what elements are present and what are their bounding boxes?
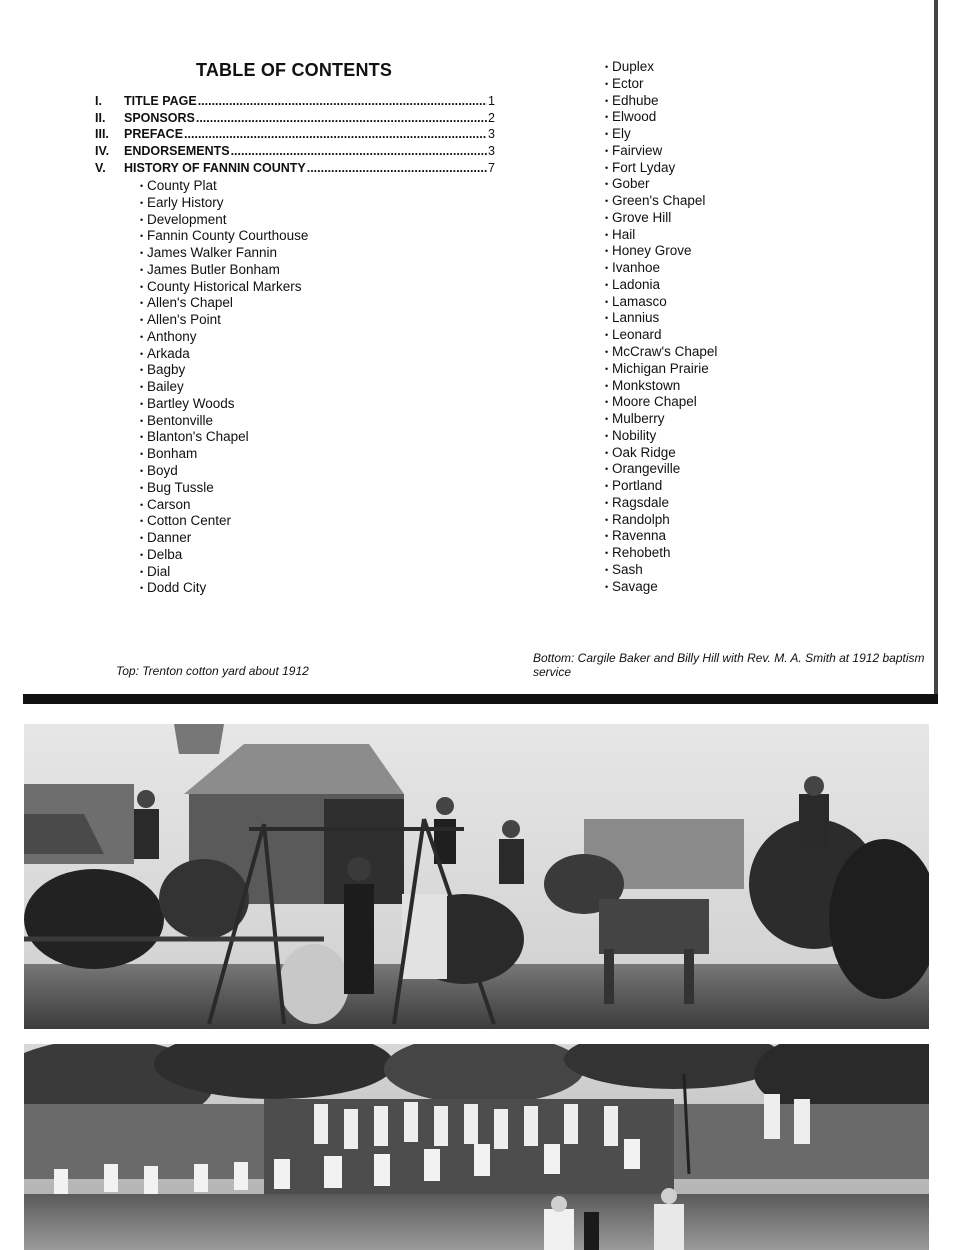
toc-sublist-left bbox=[140, 178, 308, 597]
bullet-icon: • bbox=[605, 430, 609, 441]
bullet-icon: • bbox=[605, 581, 609, 592]
toc-leader-dots bbox=[196, 111, 487, 125]
toc-subentry-label: Randolph bbox=[612, 511, 670, 527]
toc-subentry[interactable] bbox=[605, 59, 717, 76]
toc-subentry-label: Arkada bbox=[147, 345, 190, 361]
bullet-icon: • bbox=[605, 95, 609, 106]
toc-subentry-label: Bonham bbox=[147, 446, 198, 462]
bullet-icon: • bbox=[605, 62, 609, 72]
toc-subentry-label: Savage bbox=[612, 578, 658, 594]
page-margin bbox=[938, 0, 963, 1250]
bullet-icon: • bbox=[140, 315, 144, 326]
toc-entry-number: I. bbox=[95, 94, 102, 108]
toc-subentry-label: Nobility bbox=[612, 427, 657, 443]
bullet-icon: • bbox=[140, 549, 144, 560]
bullet-icon: • bbox=[605, 363, 609, 374]
toc-subentry-label: Honey Grove bbox=[612, 243, 692, 259]
toc-entry-title-page[interactable] bbox=[95, 94, 495, 111]
bullet-icon: • bbox=[605, 514, 609, 525]
bullet-icon: • bbox=[140, 231, 144, 242]
toc-entry-label: PREFACE bbox=[124, 127, 184, 142]
toc-subentry-label: Bug Tussle bbox=[147, 479, 214, 495]
toc-subentry-label: Grove Hill bbox=[612, 209, 672, 225]
toc-subentry-label: Ely bbox=[612, 126, 631, 142]
toc-subentry[interactable] bbox=[140, 312, 308, 329]
bullet-icon: • bbox=[605, 497, 609, 508]
toc-subentry[interactable] bbox=[605, 361, 717, 378]
bullet-icon: • bbox=[140, 264, 144, 275]
bullet-icon: • bbox=[605, 548, 609, 559]
toc-subentry-label: Anthony bbox=[147, 328, 197, 344]
bullet-icon: • bbox=[605, 447, 609, 458]
toc-entry-endorsements[interactable] bbox=[95, 144, 495, 161]
bullet-icon: • bbox=[605, 347, 609, 358]
toc-entry-history[interactable] bbox=[95, 161, 495, 178]
toc-entry-label: SPONSORS bbox=[124, 110, 195, 125]
toc-subentry[interactable] bbox=[140, 329, 308, 346]
toc-subentry-label: Bailey bbox=[147, 379, 184, 395]
toc-leader-dots bbox=[184, 127, 487, 141]
toc-subentry[interactable] bbox=[140, 262, 308, 279]
toc-subentry-label: Bartley Woods bbox=[147, 395, 235, 411]
toc-entry-page: 3 bbox=[488, 127, 495, 142]
bullet-icon: • bbox=[605, 78, 609, 89]
toc-subentry[interactable] bbox=[605, 109, 717, 126]
bullet-icon: • bbox=[140, 382, 144, 393]
toc-subentry[interactable] bbox=[605, 143, 717, 160]
bullet-icon: • bbox=[605, 564, 609, 575]
bullet-icon: • bbox=[605, 112, 609, 123]
toc-entry-number: V. bbox=[95, 160, 106, 175]
toc-subentry-label: Michigan Prairie bbox=[612, 360, 709, 376]
toc-subentry[interactable] bbox=[140, 429, 308, 446]
toc-subentry[interactable] bbox=[140, 564, 308, 581]
toc-subentry[interactable] bbox=[140, 513, 308, 530]
toc-subentry[interactable] bbox=[140, 547, 308, 564]
toc-leader-dots bbox=[307, 161, 487, 175]
bullet-icon: • bbox=[605, 380, 609, 391]
toc-entry-number: III. bbox=[95, 127, 109, 142]
toc-entry-page: 2 bbox=[488, 110, 495, 125]
toc-subentry-label: Mulberry bbox=[612, 411, 665, 427]
bullet-icon: • bbox=[605, 229, 609, 240]
toc-subentry[interactable] bbox=[140, 497, 308, 514]
toc-subentry[interactable] bbox=[140, 480, 308, 497]
bullet-icon: • bbox=[605, 263, 609, 274]
bullet-icon: • bbox=[140, 331, 144, 342]
toc-subentry-label: Dodd City bbox=[147, 580, 207, 596]
toc-subentry[interactable] bbox=[140, 379, 308, 396]
toc-subentry-label: Cotton Center bbox=[147, 513, 232, 529]
toc-subentry-label: County Plat bbox=[147, 178, 217, 193]
bullet-icon: • bbox=[140, 348, 144, 359]
toc-subentry-label: Oak Ridge bbox=[612, 444, 676, 460]
toc-subentry[interactable] bbox=[605, 193, 717, 210]
toc-subentry[interactable] bbox=[605, 344, 717, 361]
bullet-icon: • bbox=[605, 279, 609, 290]
toc-subentry-label: Green's Chapel bbox=[612, 193, 706, 209]
bullet-icon: • bbox=[140, 566, 144, 577]
bullet-icon: • bbox=[140, 365, 144, 376]
bullet-icon: • bbox=[140, 214, 144, 225]
toc-subentry[interactable] bbox=[605, 277, 717, 294]
toc-subentry-label: Moore Chapel bbox=[612, 394, 697, 410]
toc-subentry-label: Allen's Chapel bbox=[147, 295, 233, 311]
toc-subentry[interactable] bbox=[140, 195, 308, 212]
cotton-yard-illustration bbox=[24, 724, 929, 1029]
toc-subentry[interactable] bbox=[605, 294, 717, 311]
toc-subentry-label: Hail bbox=[612, 226, 636, 242]
bullet-icon: • bbox=[140, 482, 144, 493]
toc-subentry[interactable] bbox=[140, 413, 308, 430]
toc-subentry-label: Ivanhoe bbox=[612, 260, 661, 276]
toc-entry-number: IV. bbox=[95, 144, 110, 159]
toc-subentry[interactable] bbox=[605, 327, 717, 344]
toc-subentry[interactable] bbox=[605, 260, 717, 277]
toc-subentry[interactable] bbox=[605, 428, 717, 445]
toc-subentry-label: James Butler Bonham bbox=[147, 261, 280, 277]
toc-subentry[interactable] bbox=[140, 228, 308, 245]
toc-subentry[interactable] bbox=[140, 245, 308, 262]
toc-subentry-label: Ector bbox=[612, 75, 644, 91]
toc-subentry-label: Ravenna bbox=[612, 528, 667, 544]
baptism-illustration bbox=[24, 1044, 929, 1250]
toc-entry-sponsors[interactable] bbox=[95, 111, 495, 128]
toc-subentry[interactable] bbox=[605, 478, 717, 495]
bullet-icon: • bbox=[605, 414, 609, 425]
bullet-icon: • bbox=[605, 129, 609, 140]
toc-subentry[interactable] bbox=[140, 212, 308, 229]
toc-subentry[interactable] bbox=[605, 378, 717, 395]
toc-subentry[interactable] bbox=[605, 445, 717, 462]
toc-subentry[interactable] bbox=[605, 461, 717, 478]
toc-subentry[interactable] bbox=[605, 176, 717, 193]
caption-top-photo: Top: Trenton cotton yard about 1912 bbox=[116, 664, 309, 678]
toc-subentry-label: Ladonia bbox=[612, 276, 661, 292]
toc-subentry-label: Boyd bbox=[147, 463, 178, 479]
toc-subentry-label: Lannius bbox=[612, 310, 660, 326]
bullet-icon: • bbox=[605, 162, 609, 173]
toc-subentry[interactable] bbox=[140, 178, 308, 195]
bullet-icon: • bbox=[140, 398, 144, 409]
divider-bar bbox=[23, 694, 938, 704]
toc-entry-preface[interactable] bbox=[95, 127, 495, 144]
toc-subentry-label: Bentonville bbox=[147, 412, 214, 428]
bullet-icon: • bbox=[605, 196, 609, 207]
toc-subentry-label: Development bbox=[147, 211, 227, 227]
bullet-icon: • bbox=[605, 246, 609, 257]
bullet-icon: • bbox=[140, 197, 144, 208]
bullet-icon: • bbox=[605, 212, 609, 223]
bullet-icon: • bbox=[605, 464, 609, 475]
toc-subentry-label: Ragsdale bbox=[612, 494, 670, 510]
toc-subentry-label: Leonard bbox=[612, 327, 662, 343]
toc-subentry[interactable] bbox=[140, 346, 308, 363]
photo-cotton-yard bbox=[24, 724, 929, 1029]
bullet-icon: • bbox=[605, 397, 609, 408]
toc-subentry[interactable] bbox=[140, 396, 308, 413]
toc-subentry[interactable] bbox=[605, 394, 717, 411]
toc-subentry-label: Carson bbox=[147, 496, 191, 512]
toc-subentry[interactable] bbox=[605, 545, 717, 562]
toc-subentry[interactable] bbox=[605, 512, 717, 529]
bullet-icon: • bbox=[140, 499, 144, 510]
toc-subentry[interactable] bbox=[605, 160, 717, 177]
toc-subentry[interactable] bbox=[605, 93, 717, 110]
toc-subentry-label: Gober bbox=[612, 176, 650, 192]
toc-subentry[interactable] bbox=[140, 463, 308, 480]
toc-entry-page: 1 bbox=[488, 94, 495, 108]
toc-subentry-label: Lamasco bbox=[612, 293, 667, 309]
toc-subentry[interactable] bbox=[140, 530, 308, 547]
toc-subentry-label: Dial bbox=[147, 563, 171, 579]
bullet-icon: • bbox=[605, 179, 609, 190]
toc-subentry-label: James Walker Fannin bbox=[147, 245, 278, 261]
toc-entry-number: II. bbox=[95, 110, 106, 125]
toc-subentry-label: Bagby bbox=[147, 362, 186, 378]
bullet-icon: • bbox=[140, 281, 144, 292]
toc-subentry-label: Fannin County Courthouse bbox=[147, 228, 309, 244]
toc-subentry[interactable] bbox=[140, 580, 308, 597]
toc-entry-label: TITLE PAGE bbox=[124, 94, 197, 108]
toc-subentry[interactable] bbox=[140, 295, 308, 312]
toc-subentry-label: Rehobeth bbox=[612, 545, 671, 561]
toc-subentry[interactable] bbox=[605, 243, 717, 260]
toc-subentry-label: Duplex bbox=[612, 59, 655, 74]
toc-subentry-label: County Historical Markers bbox=[147, 278, 302, 294]
bullet-icon: • bbox=[605, 145, 609, 156]
toc-subentry-label: Monkstown bbox=[612, 377, 681, 393]
toc-leader-dots bbox=[231, 144, 487, 158]
bullet-icon: • bbox=[605, 531, 609, 542]
bullet-icon: • bbox=[140, 415, 144, 426]
toc-subentry-label: Allen's Point bbox=[147, 312, 221, 328]
toc-subentry[interactable] bbox=[605, 227, 717, 244]
bullet-icon: • bbox=[140, 533, 144, 544]
toc-subentry-label: Orangeville bbox=[612, 461, 681, 477]
toc-subentry[interactable] bbox=[605, 210, 717, 227]
toc-subentry-label: Delba bbox=[147, 546, 183, 562]
bullet-icon: • bbox=[140, 181, 144, 191]
photo-baptism-service bbox=[24, 1044, 929, 1250]
toc-subentry-label: Sash bbox=[612, 561, 643, 577]
bullet-icon: • bbox=[140, 583, 144, 594]
toc-subentry-label: Elwood bbox=[612, 109, 657, 125]
bullet-icon: • bbox=[605, 481, 609, 492]
toc-entry-label: ENDORSEMENTS bbox=[124, 144, 230, 159]
bullet-icon: • bbox=[605, 330, 609, 341]
toc-entry-page: 3 bbox=[488, 144, 495, 159]
bullet-icon: • bbox=[140, 466, 144, 477]
bullet-icon: • bbox=[140, 298, 144, 309]
toc-subentry-label: Fairview bbox=[612, 142, 663, 158]
toc-subentry[interactable] bbox=[140, 446, 308, 463]
bullet-icon: • bbox=[140, 248, 144, 259]
toc-subentry[interactable] bbox=[140, 279, 308, 296]
toc-subentry[interactable] bbox=[605, 411, 717, 428]
bullet-icon: • bbox=[140, 516, 144, 527]
bullet-icon: • bbox=[605, 296, 609, 307]
bullet-icon: • bbox=[140, 449, 144, 460]
toc-subentry-label: Fort Lyday bbox=[612, 159, 676, 175]
toc-subentry[interactable] bbox=[605, 495, 717, 512]
bullet-icon: • bbox=[140, 432, 144, 443]
toc-subentry[interactable] bbox=[605, 562, 717, 579]
toc-title: TABLE OF CONTENTS bbox=[196, 60, 393, 80]
toc-subentry[interactable] bbox=[605, 579, 717, 596]
toc-sublist-right bbox=[605, 59, 717, 596]
toc-subentry[interactable] bbox=[605, 528, 717, 545]
toc-subentry-label: Early History bbox=[147, 194, 224, 210]
toc-subentry-label: McCraw's Chapel bbox=[612, 344, 718, 360]
toc-entry-page: 7 bbox=[488, 160, 495, 175]
toc-subentry[interactable] bbox=[140, 362, 308, 379]
toc-subentry-label: Portland bbox=[612, 478, 663, 494]
toc-subentry[interactable] bbox=[605, 310, 717, 327]
toc-main-entries bbox=[95, 94, 495, 177]
toc-entry-label: HISTORY OF FANNIN COUNTY bbox=[124, 160, 306, 175]
toc-subentry-label: Edhube bbox=[612, 92, 659, 108]
toc-subentry[interactable] bbox=[605, 76, 717, 93]
caption-bottom-photo: Bottom: Cargile Baker and Billy Hill with Rev. M. A. Smith at 1912 baptism service bbox=[533, 651, 925, 679]
toc-subentry-label: Blanton's Chapel bbox=[147, 429, 249, 445]
toc-subentry[interactable] bbox=[605, 126, 717, 143]
bullet-icon: • bbox=[605, 313, 609, 324]
toc-subentry-label: Danner bbox=[147, 530, 192, 546]
toc-leader-dots bbox=[198, 94, 487, 108]
